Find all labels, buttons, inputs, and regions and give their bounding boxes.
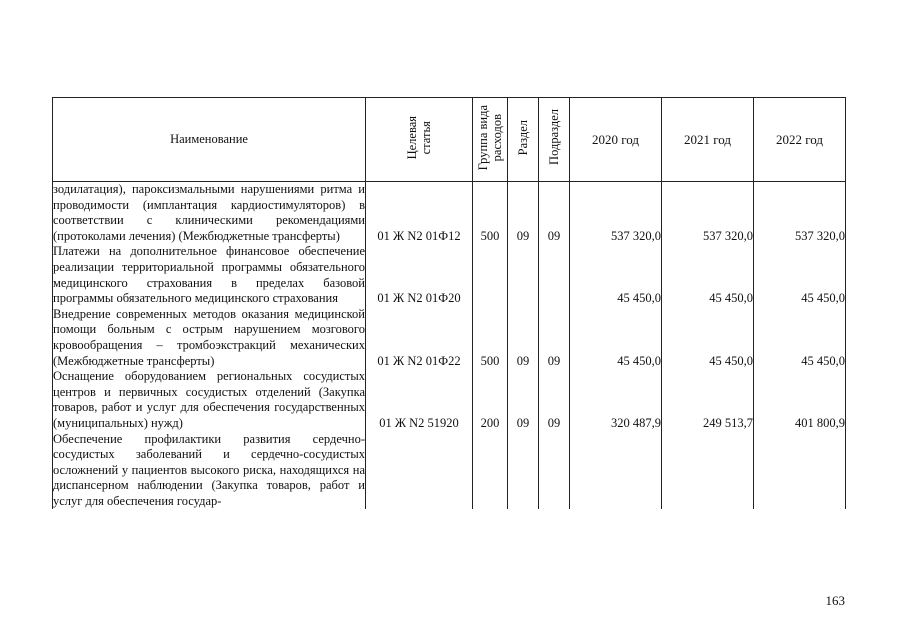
row-section <box>508 244 539 306</box>
row-expense-group: 200 <box>473 369 508 431</box>
header-name: Наименование <box>53 98 366 182</box>
table-row <box>53 307 846 369</box>
row-subsection: 09 <box>539 307 570 369</box>
row-subsection: 09 <box>539 182 570 245</box>
row-value-2021: 537 320,0 <box>662 182 754 245</box>
header-section-label: Раздел <box>516 119 530 155</box>
header-expense-group-label: Группа вида расходов <box>476 104 504 170</box>
header-2021: 2021 год <box>662 98 754 182</box>
row-value-2022 <box>754 432 846 510</box>
row-name: Оснащение оборудованием региональных сосудистых центров и первичных сосудистых отделений (Закупка товаров, работ и услуг для обеспечения государственных (муниципальных) нужд) <box>53 369 365 430</box>
budget-table <box>52 97 846 509</box>
header-expense-group <box>473 98 508 182</box>
row-target-article: 01 Ж N2 01Ф20 <box>366 244 473 306</box>
row-value-2022: 45 450,0 <box>754 244 846 306</box>
row-value-2020: 537 320,0 <box>570 182 662 245</box>
row-target-article: 01 Ж N2 01Ф22 <box>366 307 473 369</box>
row-expense-group: 500 <box>473 182 508 245</box>
page-number: 163 <box>825 593 845 608</box>
row-value-2021: 249 513,7 <box>662 369 754 431</box>
row-target-article: 01 Ж N2 01Ф12 <box>366 182 473 245</box>
table-row <box>53 244 846 306</box>
row-name: зодилатация), пароксизмальными нарушениями ритма и проводимости (имплантация кардиостимуляторов) в соответствии с клиническими рекомендациями (протоколами лечения) (Межбюджетные трансферты) <box>53 182 365 243</box>
row-target-article: 01 Ж N2 51920 <box>366 369 473 431</box>
header-2022: 2022 год <box>754 98 846 182</box>
row-section: 09 <box>508 369 539 431</box>
header-subsection <box>539 98 570 182</box>
row-value-2021: 45 450,0 <box>662 307 754 369</box>
table-row <box>53 432 846 510</box>
table-row <box>53 182 846 245</box>
row-section: 09 <box>508 307 539 369</box>
row-subsection <box>539 244 570 306</box>
row-name: Внедрение современных методов оказания медицинской помощи больным с острым нарушением мозгового кровообращения – тромбоэкстракций механических (Межбюджетные трансферты) <box>53 306 365 368</box>
header-subsection-label: Подраздел <box>547 109 561 166</box>
row-value-2020: 45 450,0 <box>570 244 662 306</box>
row-name: Обеспечение профилактики развития сердечно-сосудистых заболеваний и сердечно-сосудистых осложнений у пациентов высокого риска, находящихся на диспансерном наблюдении (Закупка товаров, работ и услуг для обеспечения государ- <box>53 431 365 508</box>
row-value-2020 <box>570 432 662 510</box>
header-row <box>53 98 846 182</box>
row-value-2022: 537 320,0 <box>754 182 846 245</box>
header-target-article-label: Целевая статья <box>405 115 433 159</box>
header-target-article <box>366 98 473 182</box>
row-expense-group <box>473 244 508 306</box>
table-row <box>53 369 846 431</box>
row-section <box>508 432 539 510</box>
row-name: Платежи на дополнительное финансовое обеспечение реализации территориальной программы обязательного медицинского страхования в пределах базовой программы обязательного медицинского страхования <box>53 244 365 306</box>
row-section: 09 <box>508 182 539 245</box>
row-subsection <box>539 432 570 510</box>
row-expense-group <box>473 432 508 510</box>
header-2020: 2020 год <box>570 98 662 182</box>
row-target-article <box>366 432 473 510</box>
row-expense-group: 500 <box>473 307 508 369</box>
row-value-2022: 45 450,0 <box>754 307 846 369</box>
row-value-2022: 401 800,9 <box>754 369 846 431</box>
row-value-2021 <box>662 432 754 510</box>
row-value-2021: 45 450,0 <box>662 244 754 306</box>
row-subsection: 09 <box>539 369 570 431</box>
row-value-2020: 45 450,0 <box>570 307 662 369</box>
row-value-2020: 320 487,9 <box>570 369 662 431</box>
header-section <box>508 98 539 182</box>
